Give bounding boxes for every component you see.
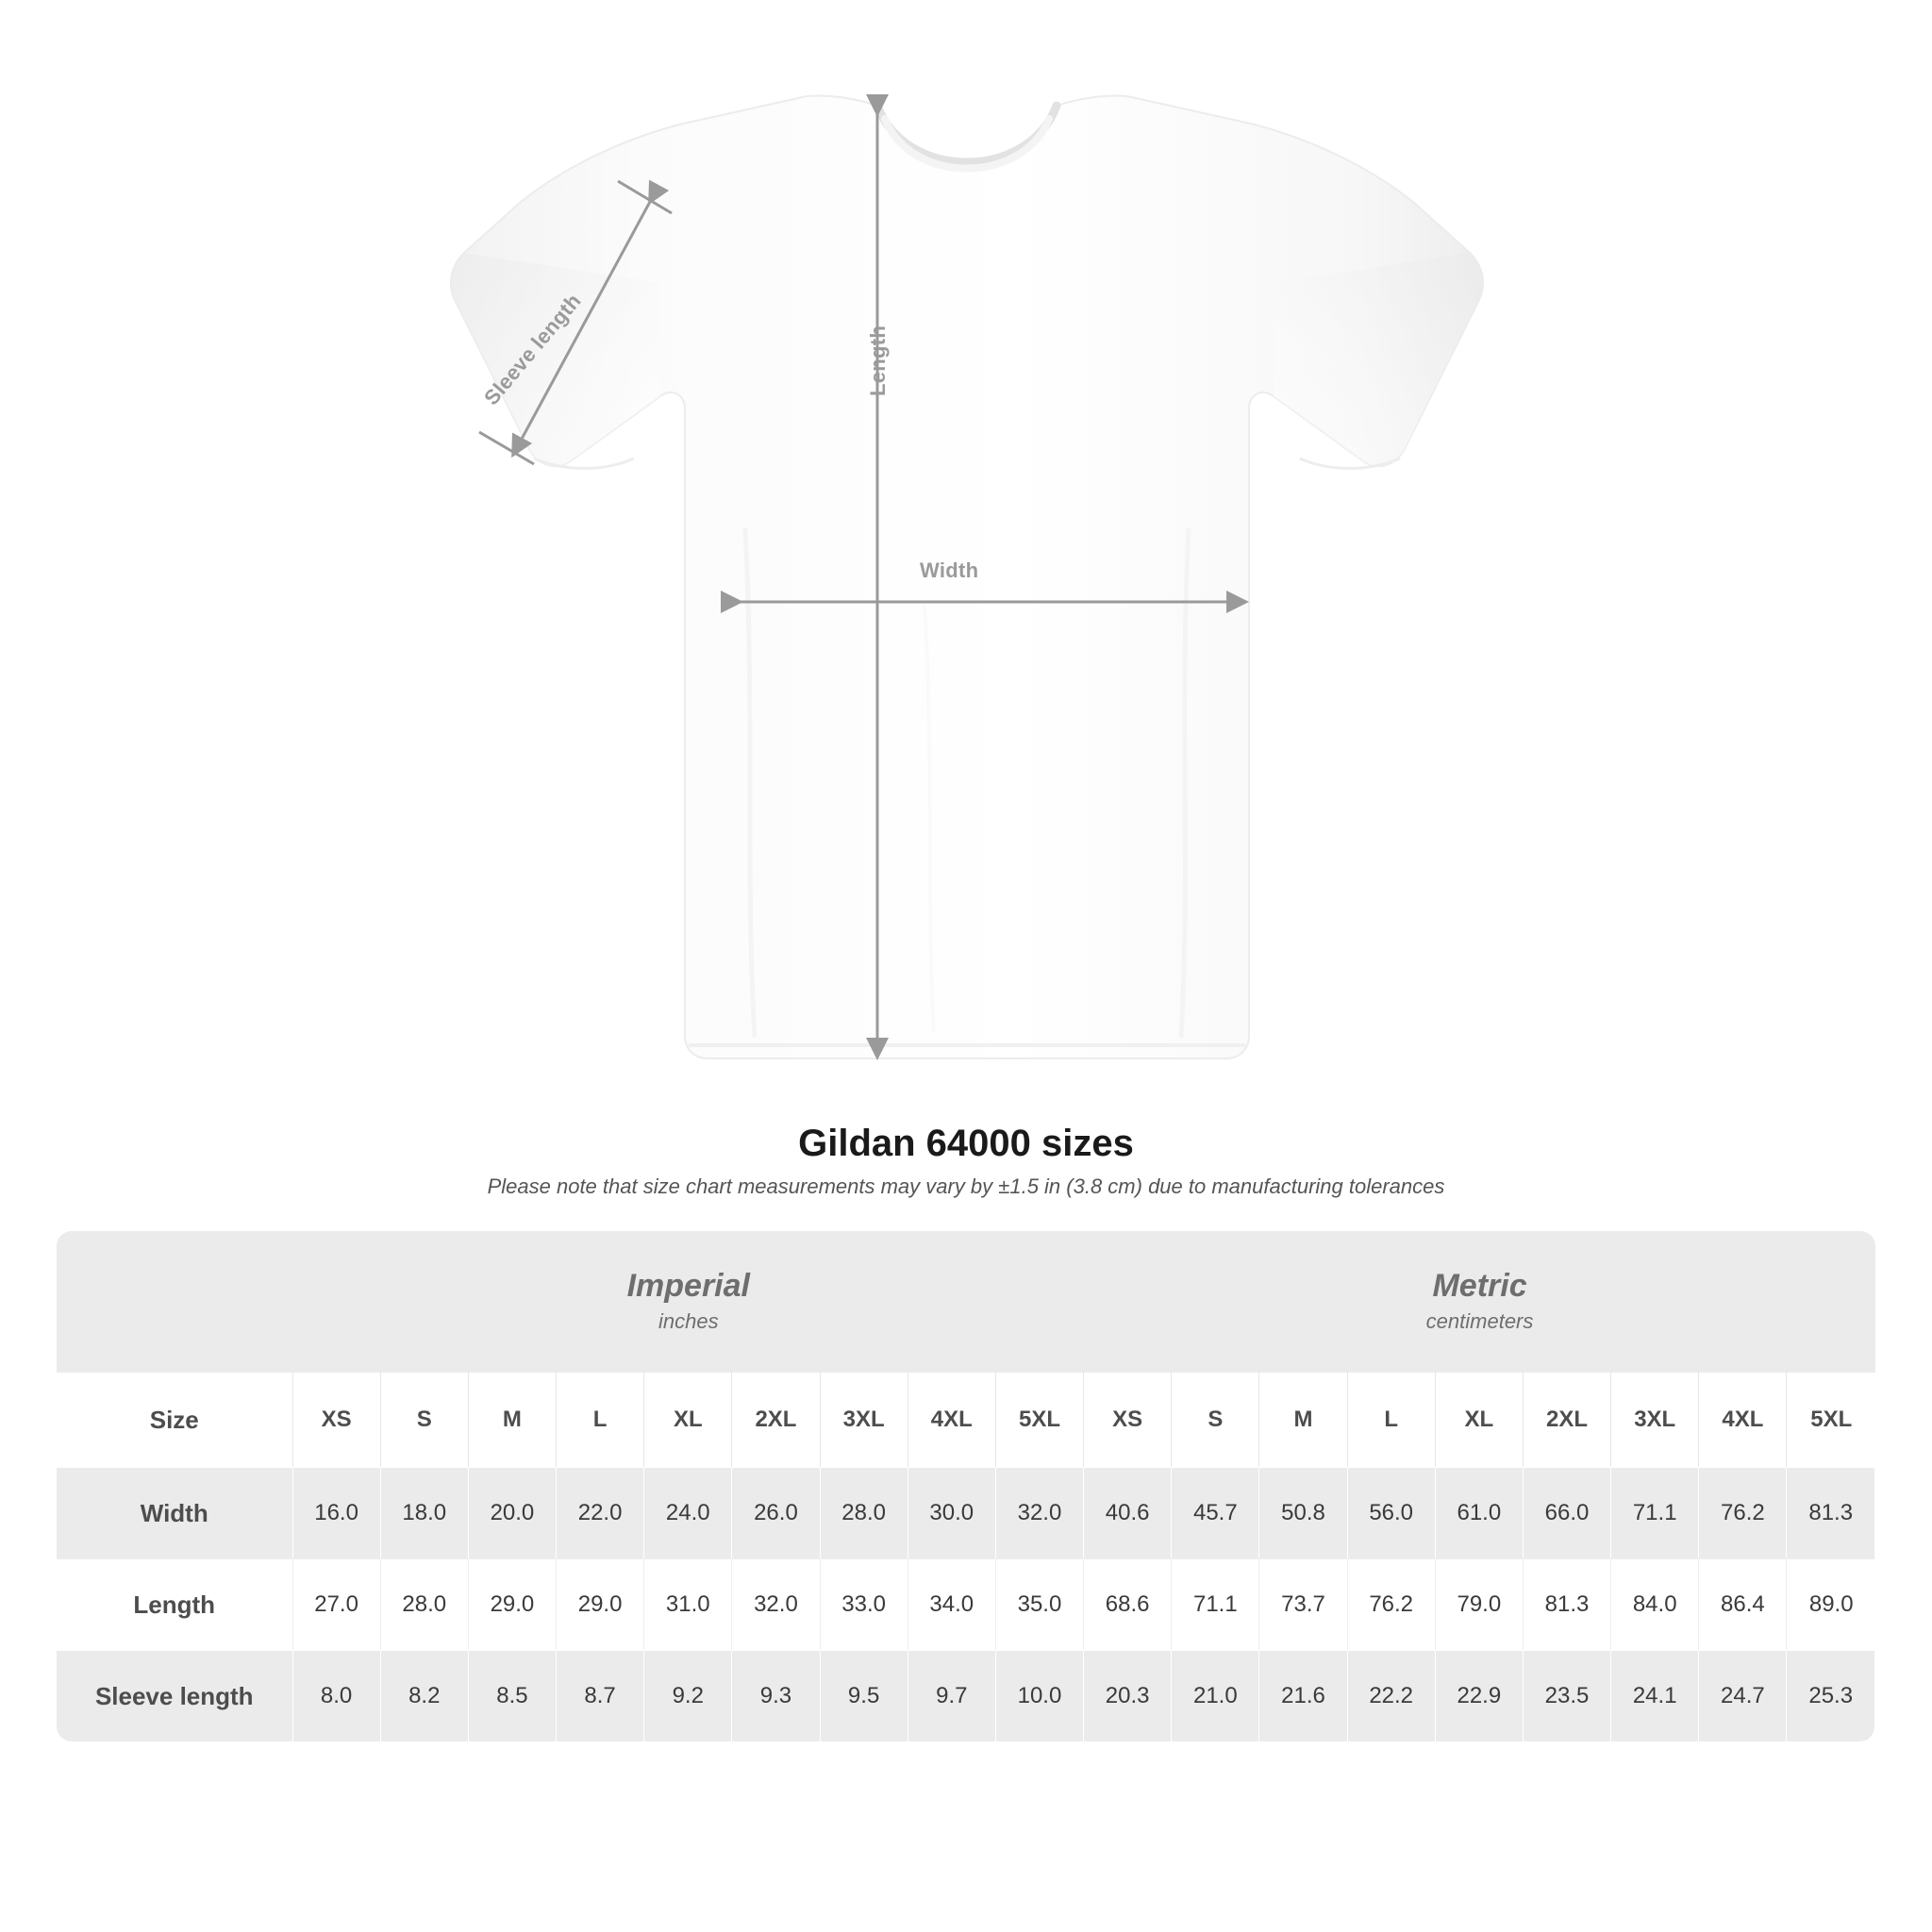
unit-group-imperial [293,1231,1085,1373]
size-column-header: M [1259,1373,1347,1467]
table-row [57,1467,1875,1558]
measurement-row-label: Length [57,1558,293,1650]
table-row [57,1650,1875,1741]
size-table-body [57,1467,1875,1741]
measurement-cell: 23.5 [1524,1650,1611,1741]
measurement-cell: 24.0 [644,1467,732,1558]
measurement-cell: 32.0 [732,1558,820,1650]
size-column-header: XL [1436,1373,1524,1467]
size-column-header: M [469,1373,557,1467]
size-chart-note: Please note that size chart measurements may vary by ±1.5 in (3.8 cm) due to manufacturing tolerances [487,1174,1445,1198]
measurement-cell: 45.7 [1172,1467,1259,1558]
table-row [57,1558,1875,1650]
measurement-cell: 16.0 [293,1467,381,1558]
size-header-row [57,1373,1875,1467]
size-column-header: XS [1084,1373,1172,1467]
measurement-cell: 21.0 [1172,1650,1259,1741]
size-column-header: 5XL [996,1373,1084,1467]
measurement-cell: 27.0 [293,1558,381,1650]
measurement-cell: 76.2 [1348,1558,1436,1650]
measurement-cell: 86.4 [1699,1558,1787,1650]
size-column-header: 5XL [1787,1373,1875,1467]
measurement-cell: 89.0 [1787,1558,1875,1650]
size-column-header: 2XL [1524,1373,1611,1467]
measurement-cell: 9.3 [732,1650,820,1741]
measurement-cell: 33.0 [821,1558,908,1650]
measurement-cell: 34.0 [908,1558,996,1650]
measurement-cell: 26.0 [732,1467,820,1558]
measurement-cell: 31.0 [644,1558,732,1650]
measurement-cell: 22.2 [1348,1650,1436,1741]
measurement-cell: 24.7 [1699,1650,1787,1741]
measurement-cell: 40.6 [1084,1467,1172,1558]
size-column-header: L [557,1373,644,1467]
size-column-header: 4XL [1699,1373,1787,1467]
measurement-cell: 35.0 [996,1558,1084,1650]
length-label: Length [866,325,890,396]
measurement-cell: 66.0 [1524,1467,1611,1558]
measurement-cell: 25.3 [1787,1650,1875,1741]
measurement-cell: 24.1 [1611,1650,1699,1741]
measurement-cell: 73.7 [1259,1558,1347,1650]
measurement-cell: 8.5 [469,1650,557,1741]
measurement-cell: 81.3 [1787,1467,1875,1558]
measurement-cell: 56.0 [1348,1467,1436,1558]
measurement-cell: 9.7 [908,1650,996,1741]
measurement-row-label: Sleeve length [57,1650,293,1741]
measurement-cell: 8.7 [557,1650,644,1741]
measurement-cell: 9.2 [644,1650,732,1741]
size-column-header: XS [293,1373,381,1467]
measurement-cell: 20.0 [469,1467,557,1558]
measurement-cell: 32.0 [996,1467,1084,1558]
measurement-cell: 76.2 [1699,1467,1787,1558]
measurement-cell: 71.1 [1172,1558,1259,1650]
measurement-cell: 28.0 [821,1467,908,1558]
measurement-cell: 29.0 [469,1558,557,1650]
measurement-cell: 50.8 [1259,1467,1347,1558]
width-label: Width [920,558,979,582]
measurement-cell: 9.5 [821,1650,908,1741]
table-corner-cell [57,1231,293,1373]
unit-group-sub: centimeters [1425,1308,1534,1333]
measurement-cell: 29.0 [557,1558,644,1650]
size-column-header: 3XL [1611,1373,1699,1467]
measurement-cell: 22.9 [1436,1650,1524,1741]
unit-group-name: Imperial [626,1268,750,1305]
measurement-cell: 21.6 [1259,1650,1347,1741]
title-block [0,1123,1932,1199]
page-title: Gildan 64000 sizes [798,1123,1134,1164]
size-column-header: 2XL [732,1373,820,1467]
measurement-cell: 8.2 [381,1650,469,1741]
measurement-cell: 18.0 [381,1467,469,1558]
unit-header-row [57,1231,1875,1373]
size-column-header: 4XL [908,1373,996,1467]
size-chart-table [57,1231,1875,1741]
measurement-row-label: Width [57,1467,293,1558]
size-table-wrapper [57,1231,1875,1741]
size-column-header: XL [644,1373,732,1467]
size-column-header: 3XL [821,1373,908,1467]
sleeve-length-label: Sleeve length [479,289,586,410]
measurement-cell: 28.0 [381,1558,469,1650]
size-column-header: S [381,1373,469,1467]
measurement-cell: 81.3 [1524,1558,1611,1650]
measurement-cell: 68.6 [1084,1558,1172,1650]
measurement-cell: 20.3 [1084,1650,1172,1741]
size-column-header: S [1172,1373,1259,1467]
measurement-cell: 71.1 [1611,1467,1699,1558]
measurement-cell: 10.0 [996,1650,1084,1741]
measurement-cell: 30.0 [908,1467,996,1558]
size-column-header: L [1348,1373,1436,1467]
unit-group-metric [1084,1231,1875,1373]
size-row-header: Size [57,1373,293,1467]
measurement-cell: 79.0 [1436,1558,1524,1650]
unit-group-name: Metric [1432,1268,1527,1305]
measurement-cell: 61.0 [1436,1467,1524,1558]
measurement-cell: 84.0 [1611,1558,1699,1650]
unit-group-sub: inches [658,1308,719,1333]
measurement-cell: 8.0 [293,1650,381,1741]
measurement-cell: 22.0 [557,1467,644,1558]
